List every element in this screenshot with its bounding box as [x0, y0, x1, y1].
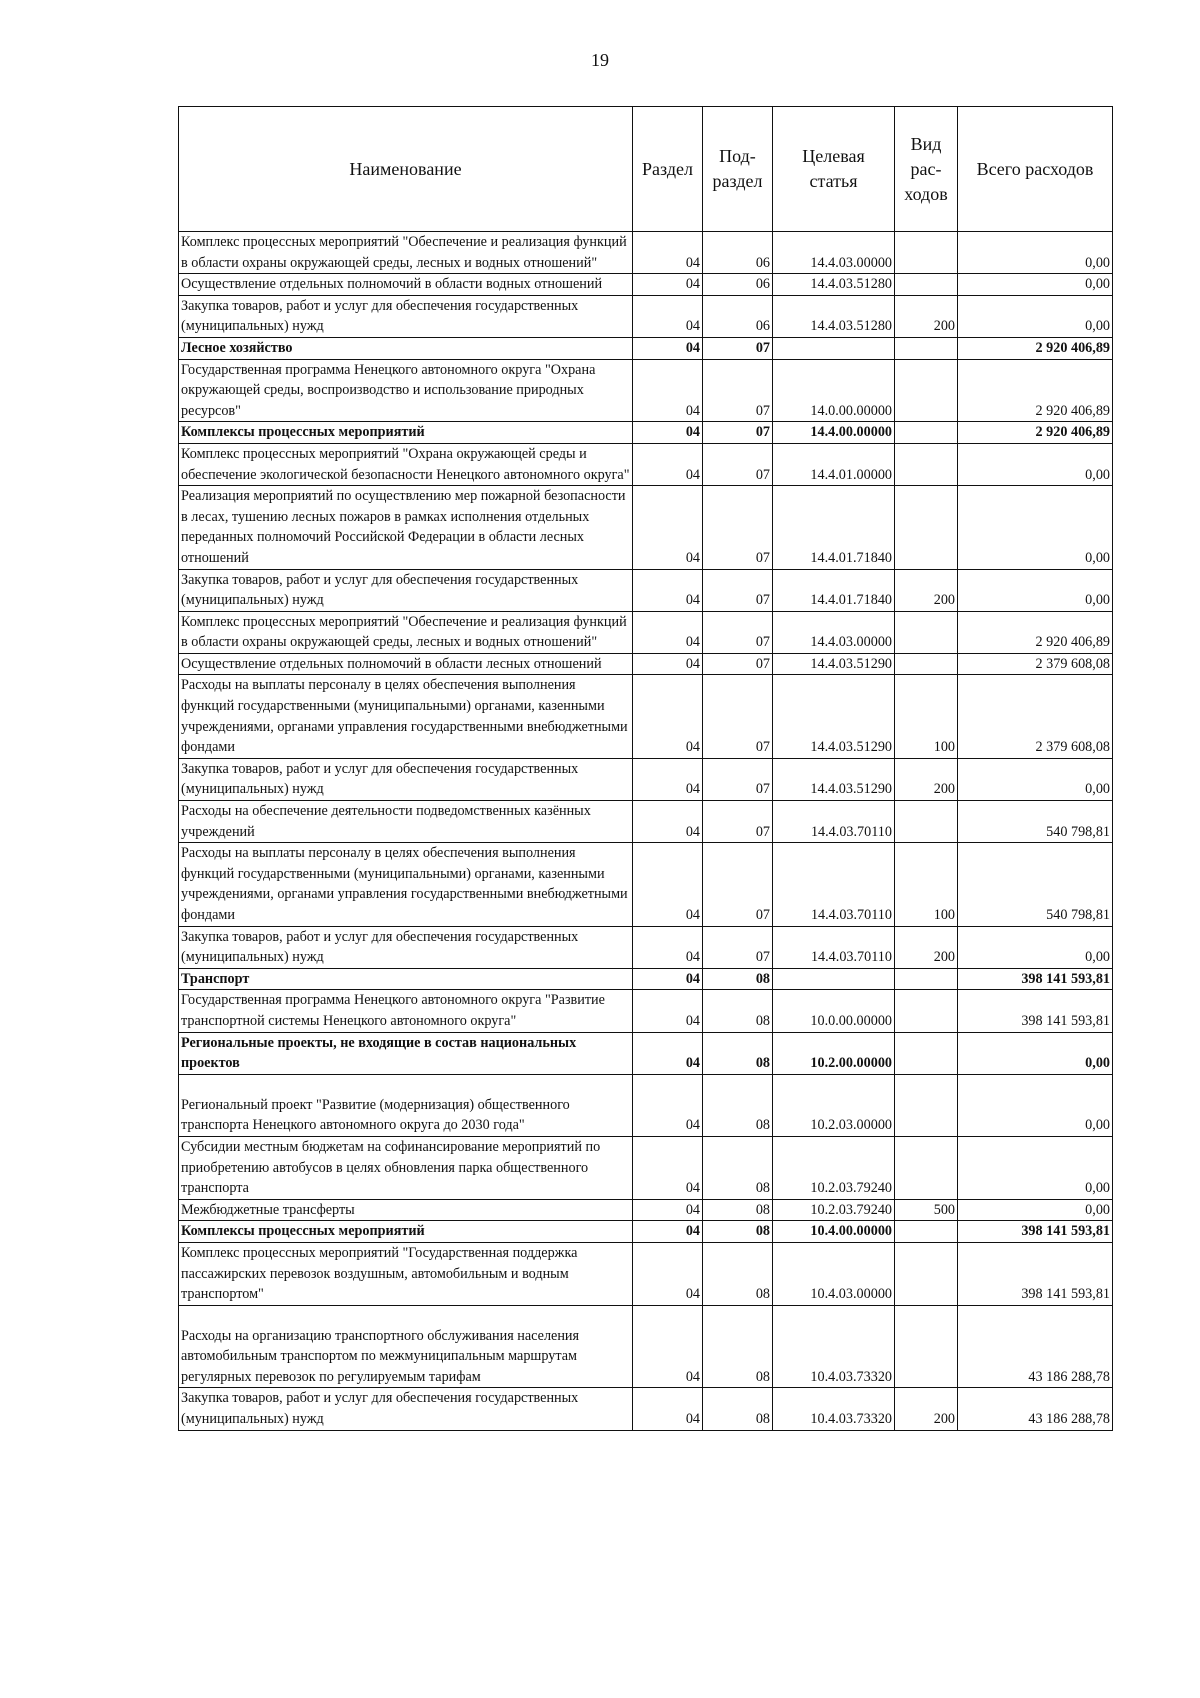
row-total: 2 920 406,89 — [958, 359, 1113, 422]
row-statya: 14.4.03.51290 — [773, 675, 895, 758]
row-name: Расходы на выплаты персоналу в целях обеспечения выполнения функций государственными (муниципальными) органами, казенными учреждениями, органами управления государственными внебюджетными фондами — [179, 675, 633, 758]
row-vid — [895, 1032, 958, 1074]
row-vid — [895, 337, 958, 359]
row-razdel: 04 — [633, 1199, 703, 1221]
row-podrazdel: 06 — [703, 295, 773, 337]
table-header — [179, 107, 1113, 232]
row-razdel: 04 — [633, 1221, 703, 1243]
row-statya — [773, 968, 895, 990]
header-total: Всего расходов — [958, 107, 1113, 232]
table-row — [179, 758, 1113, 800]
row-razdel: 04 — [633, 337, 703, 359]
table-row — [179, 801, 1113, 843]
row-razdel: 04 — [633, 675, 703, 758]
table-row — [179, 843, 1113, 926]
row-total: 0,00 — [958, 443, 1113, 485]
row-name: Региональный проект "Развитие (модернизация) общественного транспорта Ненецкого автономного округа до 2030 года" — [179, 1074, 633, 1136]
row-podrazdel: 07 — [703, 675, 773, 758]
row-name: Межбюджетные трансферты — [179, 1199, 633, 1221]
table-row — [179, 337, 1113, 359]
row-statya: 14.4.03.70110 — [773, 801, 895, 843]
row-vid: 100 — [895, 843, 958, 926]
row-vid — [895, 611, 958, 653]
row-total: 0,00 — [958, 1074, 1113, 1136]
row-total: 398 141 593,81 — [958, 968, 1113, 990]
header-statya: Целевая статья — [773, 107, 895, 232]
row-razdel: 04 — [633, 274, 703, 296]
row-razdel: 04 — [633, 1074, 703, 1136]
row-statya: 14.4.03.51280 — [773, 274, 895, 296]
row-statya: 14.4.03.70110 — [773, 926, 895, 968]
row-podrazdel: 08 — [703, 968, 773, 990]
row-razdel: 04 — [633, 1136, 703, 1199]
row-vid — [895, 801, 958, 843]
row-total: 0,00 — [958, 926, 1113, 968]
row-vid — [895, 968, 958, 990]
table-row — [179, 486, 1113, 569]
row-podrazdel: 07 — [703, 843, 773, 926]
row-podrazdel: 08 — [703, 1221, 773, 1243]
table-row — [179, 1388, 1113, 1430]
row-total: 0,00 — [958, 232, 1113, 274]
row-statya: 10.2.03.79240 — [773, 1199, 895, 1221]
row-statya: 10.0.00.00000 — [773, 990, 895, 1032]
row-total: 540 798,81 — [958, 801, 1113, 843]
row-name: Государственная программа Ненецкого автономного округа "Развитие транспортной системы Ненецкого автономного округа" — [179, 990, 633, 1032]
row-vid: 200 — [895, 926, 958, 968]
row-total: 0,00 — [958, 486, 1113, 569]
row-statya: 14.4.00.00000 — [773, 422, 895, 444]
row-statya: 14.4.03.70110 — [773, 843, 895, 926]
row-razdel: 04 — [633, 653, 703, 675]
row-name: Комплекс процессных мероприятий "Обеспечение и реализация функций в области охраны окружающей среды, лесных и водных отношений" — [179, 611, 633, 653]
row-total: 43 186 288,78 — [958, 1305, 1113, 1388]
row-statya: 14.4.03.51290 — [773, 653, 895, 675]
row-vid: 500 — [895, 1199, 958, 1221]
row-total: 43 186 288,78 — [958, 1388, 1113, 1430]
row-vid — [895, 1221, 958, 1243]
row-total: 0,00 — [958, 1136, 1113, 1199]
row-total: 2 920 406,89 — [958, 422, 1113, 444]
row-name: Региональные проекты, не входящие в состав национальных проектов — [179, 1032, 633, 1074]
row-statya: 14.0.00.00000 — [773, 359, 895, 422]
table-row — [179, 1136, 1113, 1199]
row-vid — [895, 443, 958, 485]
row-podrazdel: 07 — [703, 422, 773, 444]
row-razdel: 04 — [633, 843, 703, 926]
row-statya: 10.4.03.73320 — [773, 1305, 895, 1388]
table-row — [179, 1074, 1113, 1136]
row-podrazdel: 08 — [703, 1136, 773, 1199]
table-row — [179, 990, 1113, 1032]
row-podrazdel: 07 — [703, 486, 773, 569]
row-podrazdel: 06 — [703, 232, 773, 274]
row-vid: 200 — [895, 569, 958, 611]
row-razdel: 04 — [633, 443, 703, 485]
table-row — [179, 1305, 1113, 1388]
row-vid — [895, 1074, 958, 1136]
row-podrazdel: 08 — [703, 1242, 773, 1305]
row-statya: 10.2.00.00000 — [773, 1032, 895, 1074]
row-name: Комплекс процессных мероприятий "Охрана окружающей среды и обеспечение экологической безопасности Ненецкого автономного округа" — [179, 443, 633, 485]
row-razdel: 04 — [633, 611, 703, 653]
row-podrazdel: 08 — [703, 1388, 773, 1430]
row-vid — [895, 990, 958, 1032]
row-total: 0,00 — [958, 1032, 1113, 1074]
row-statya: 14.4.01.00000 — [773, 443, 895, 485]
table-body — [179, 232, 1113, 1431]
row-name: Комплекс процессных мероприятий "Государственная поддержка пассажирских перевозок воздушным, автомобильным и водным транспортом" — [179, 1242, 633, 1305]
row-podrazdel: 07 — [703, 337, 773, 359]
row-vid — [895, 422, 958, 444]
row-name: Субсидии местным бюджетам на софинансирование мероприятий по приобретению автобусов в целях обновления парка общественного транспорта — [179, 1136, 633, 1199]
row-razdel: 04 — [633, 968, 703, 990]
row-razdel: 04 — [633, 569, 703, 611]
row-podrazdel: 08 — [703, 1074, 773, 1136]
row-razdel: 04 — [633, 1388, 703, 1430]
row-razdel: 04 — [633, 926, 703, 968]
row-total: 2 920 406,89 — [958, 337, 1113, 359]
row-name: Осуществление отдельных полномочий в области водных отношений — [179, 274, 633, 296]
row-razdel: 04 — [633, 1305, 703, 1388]
row-podrazdel: 07 — [703, 359, 773, 422]
header-name: Наименование — [179, 107, 633, 232]
row-podrazdel: 08 — [703, 1305, 773, 1388]
row-total: 2 379 608,08 — [958, 675, 1113, 758]
row-total: 0,00 — [958, 569, 1113, 611]
table-row — [179, 295, 1113, 337]
row-vid — [895, 359, 958, 422]
row-name: Комплексы процессных мероприятий — [179, 422, 633, 444]
row-podrazdel: 07 — [703, 926, 773, 968]
row-razdel: 04 — [633, 758, 703, 800]
table-row — [179, 232, 1113, 274]
row-name: Комплексы процессных мероприятий — [179, 1221, 633, 1243]
row-podrazdel: 07 — [703, 611, 773, 653]
row-vid: 200 — [895, 295, 958, 337]
row-statya: 10.4.03.73320 — [773, 1388, 895, 1430]
row-razdel: 04 — [633, 1032, 703, 1074]
table-row — [179, 569, 1113, 611]
header-vid: Вид рас-ходов — [895, 107, 958, 232]
row-razdel: 04 — [633, 422, 703, 444]
row-podrazdel: 07 — [703, 758, 773, 800]
row-podrazdel: 07 — [703, 569, 773, 611]
table-row — [179, 611, 1113, 653]
row-name: Закупка товаров, работ и услуг для обеспечения государственных (муниципальных) нужд — [179, 926, 633, 968]
row-total: 0,00 — [958, 295, 1113, 337]
row-name: Государственная программа Ненецкого автономного округа "Охрана окружающей среды, воспроизводство и использование природных ресурсов" — [179, 359, 633, 422]
table-row — [179, 1242, 1113, 1305]
row-vid: 100 — [895, 675, 958, 758]
row-total: 398 141 593,81 — [958, 1221, 1113, 1243]
row-total: 0,00 — [958, 274, 1113, 296]
row-podrazdel: 06 — [703, 274, 773, 296]
row-podrazdel: 08 — [703, 1199, 773, 1221]
row-statya — [773, 337, 895, 359]
table-row — [179, 926, 1113, 968]
table-row — [179, 968, 1113, 990]
row-total: 0,00 — [958, 1199, 1113, 1221]
table-row — [179, 422, 1113, 444]
row-name: Транспорт — [179, 968, 633, 990]
row-statya: 14.4.03.51290 — [773, 758, 895, 800]
row-razdel: 04 — [633, 295, 703, 337]
row-name: Комплекс процессных мероприятий "Обеспечение и реализация функций в области охраны окружающей среды, лесных и водных отношений" — [179, 232, 633, 274]
row-razdel: 04 — [633, 990, 703, 1032]
row-podrazdel: 07 — [703, 653, 773, 675]
table-row — [179, 653, 1113, 675]
row-name: Реализация мероприятий по осуществлению мер пожарной безопасности в лесах, тушению лесных пожаров в рамках исполнения отдельных переданных полномочий Российской Федерации в области лесных отношений — [179, 486, 633, 569]
row-podrazdel: 07 — [703, 443, 773, 485]
table-row — [179, 675, 1113, 758]
header-razdel: Раздел — [633, 107, 703, 232]
row-name: Лесное хозяйство — [179, 337, 633, 359]
row-name: Закупка товаров, работ и услуг для обеспечения государственных (муниципальных) нужд — [179, 569, 633, 611]
table-row — [179, 274, 1113, 296]
row-name: Закупка товаров, работ и услуг для обеспечения государственных (муниципальных) нужд — [179, 1388, 633, 1430]
row-statya: 14.4.03.00000 — [773, 611, 895, 653]
row-statya: 14.4.01.71840 — [773, 486, 895, 569]
row-vid — [895, 486, 958, 569]
row-razdel: 04 — [633, 486, 703, 569]
row-name: Расходы на организацию транспортного обслуживания населения автомобильным транспортом по межмуниципальным маршрутам регулярных перевозок по регулируемым тарифам — [179, 1305, 633, 1388]
row-podrazdel: 07 — [703, 801, 773, 843]
row-vid — [895, 274, 958, 296]
table-row — [179, 1199, 1113, 1221]
table-row — [179, 359, 1113, 422]
row-statya: 10.4.00.00000 — [773, 1221, 895, 1243]
row-vid — [895, 1305, 958, 1388]
row-razdel: 04 — [633, 1242, 703, 1305]
row-name: Осуществление отдельных полномочий в области лесных отношений — [179, 653, 633, 675]
row-razdel: 04 — [633, 801, 703, 843]
row-statya: 10.2.03.79240 — [773, 1136, 895, 1199]
row-statya: 14.4.03.00000 — [773, 232, 895, 274]
row-name: Закупка товаров, работ и услуг для обеспечения государственных (муниципальных) нужд — [179, 758, 633, 800]
page-number: 19 — [591, 50, 609, 70]
row-statya: 14.4.01.71840 — [773, 569, 895, 611]
row-total: 2 379 608,08 — [958, 653, 1113, 675]
row-total: 540 798,81 — [958, 843, 1113, 926]
row-name: Расходы на выплаты персоналу в целях обеспечения выполнения функций государственными (муниципальными) органами, казенными учреждениями, органами управления государственными внебюджетными фондами — [179, 843, 633, 926]
row-statya: 10.2.03.00000 — [773, 1074, 895, 1136]
row-vid: 200 — [895, 758, 958, 800]
header-podrazdel: Под-раздел — [703, 107, 773, 232]
row-statya: 10.4.03.00000 — [773, 1242, 895, 1305]
row-vid — [895, 1242, 958, 1305]
row-vid — [895, 232, 958, 274]
row-total: 398 141 593,81 — [958, 990, 1113, 1032]
table-row — [179, 1221, 1113, 1243]
row-name: Закупка товаров, работ и услуг для обеспечения государственных (муниципальных) нужд — [179, 295, 633, 337]
row-total: 398 141 593,81 — [958, 1242, 1113, 1305]
row-statya: 14.4.03.51280 — [773, 295, 895, 337]
row-total: 2 920 406,89 — [958, 611, 1113, 653]
budget-table — [178, 106, 1113, 1431]
row-vid — [895, 653, 958, 675]
row-vid: 200 — [895, 1388, 958, 1430]
row-podrazdel: 08 — [703, 990, 773, 1032]
table-row — [179, 443, 1113, 485]
row-total: 0,00 — [958, 758, 1113, 800]
table-row — [179, 1032, 1113, 1074]
row-name: Расходы на обеспечение деятельности подведомственных казённых учреждений — [179, 801, 633, 843]
row-razdel: 04 — [633, 232, 703, 274]
row-podrazdel: 08 — [703, 1032, 773, 1074]
row-vid — [895, 1136, 958, 1199]
row-razdel: 04 — [633, 359, 703, 422]
